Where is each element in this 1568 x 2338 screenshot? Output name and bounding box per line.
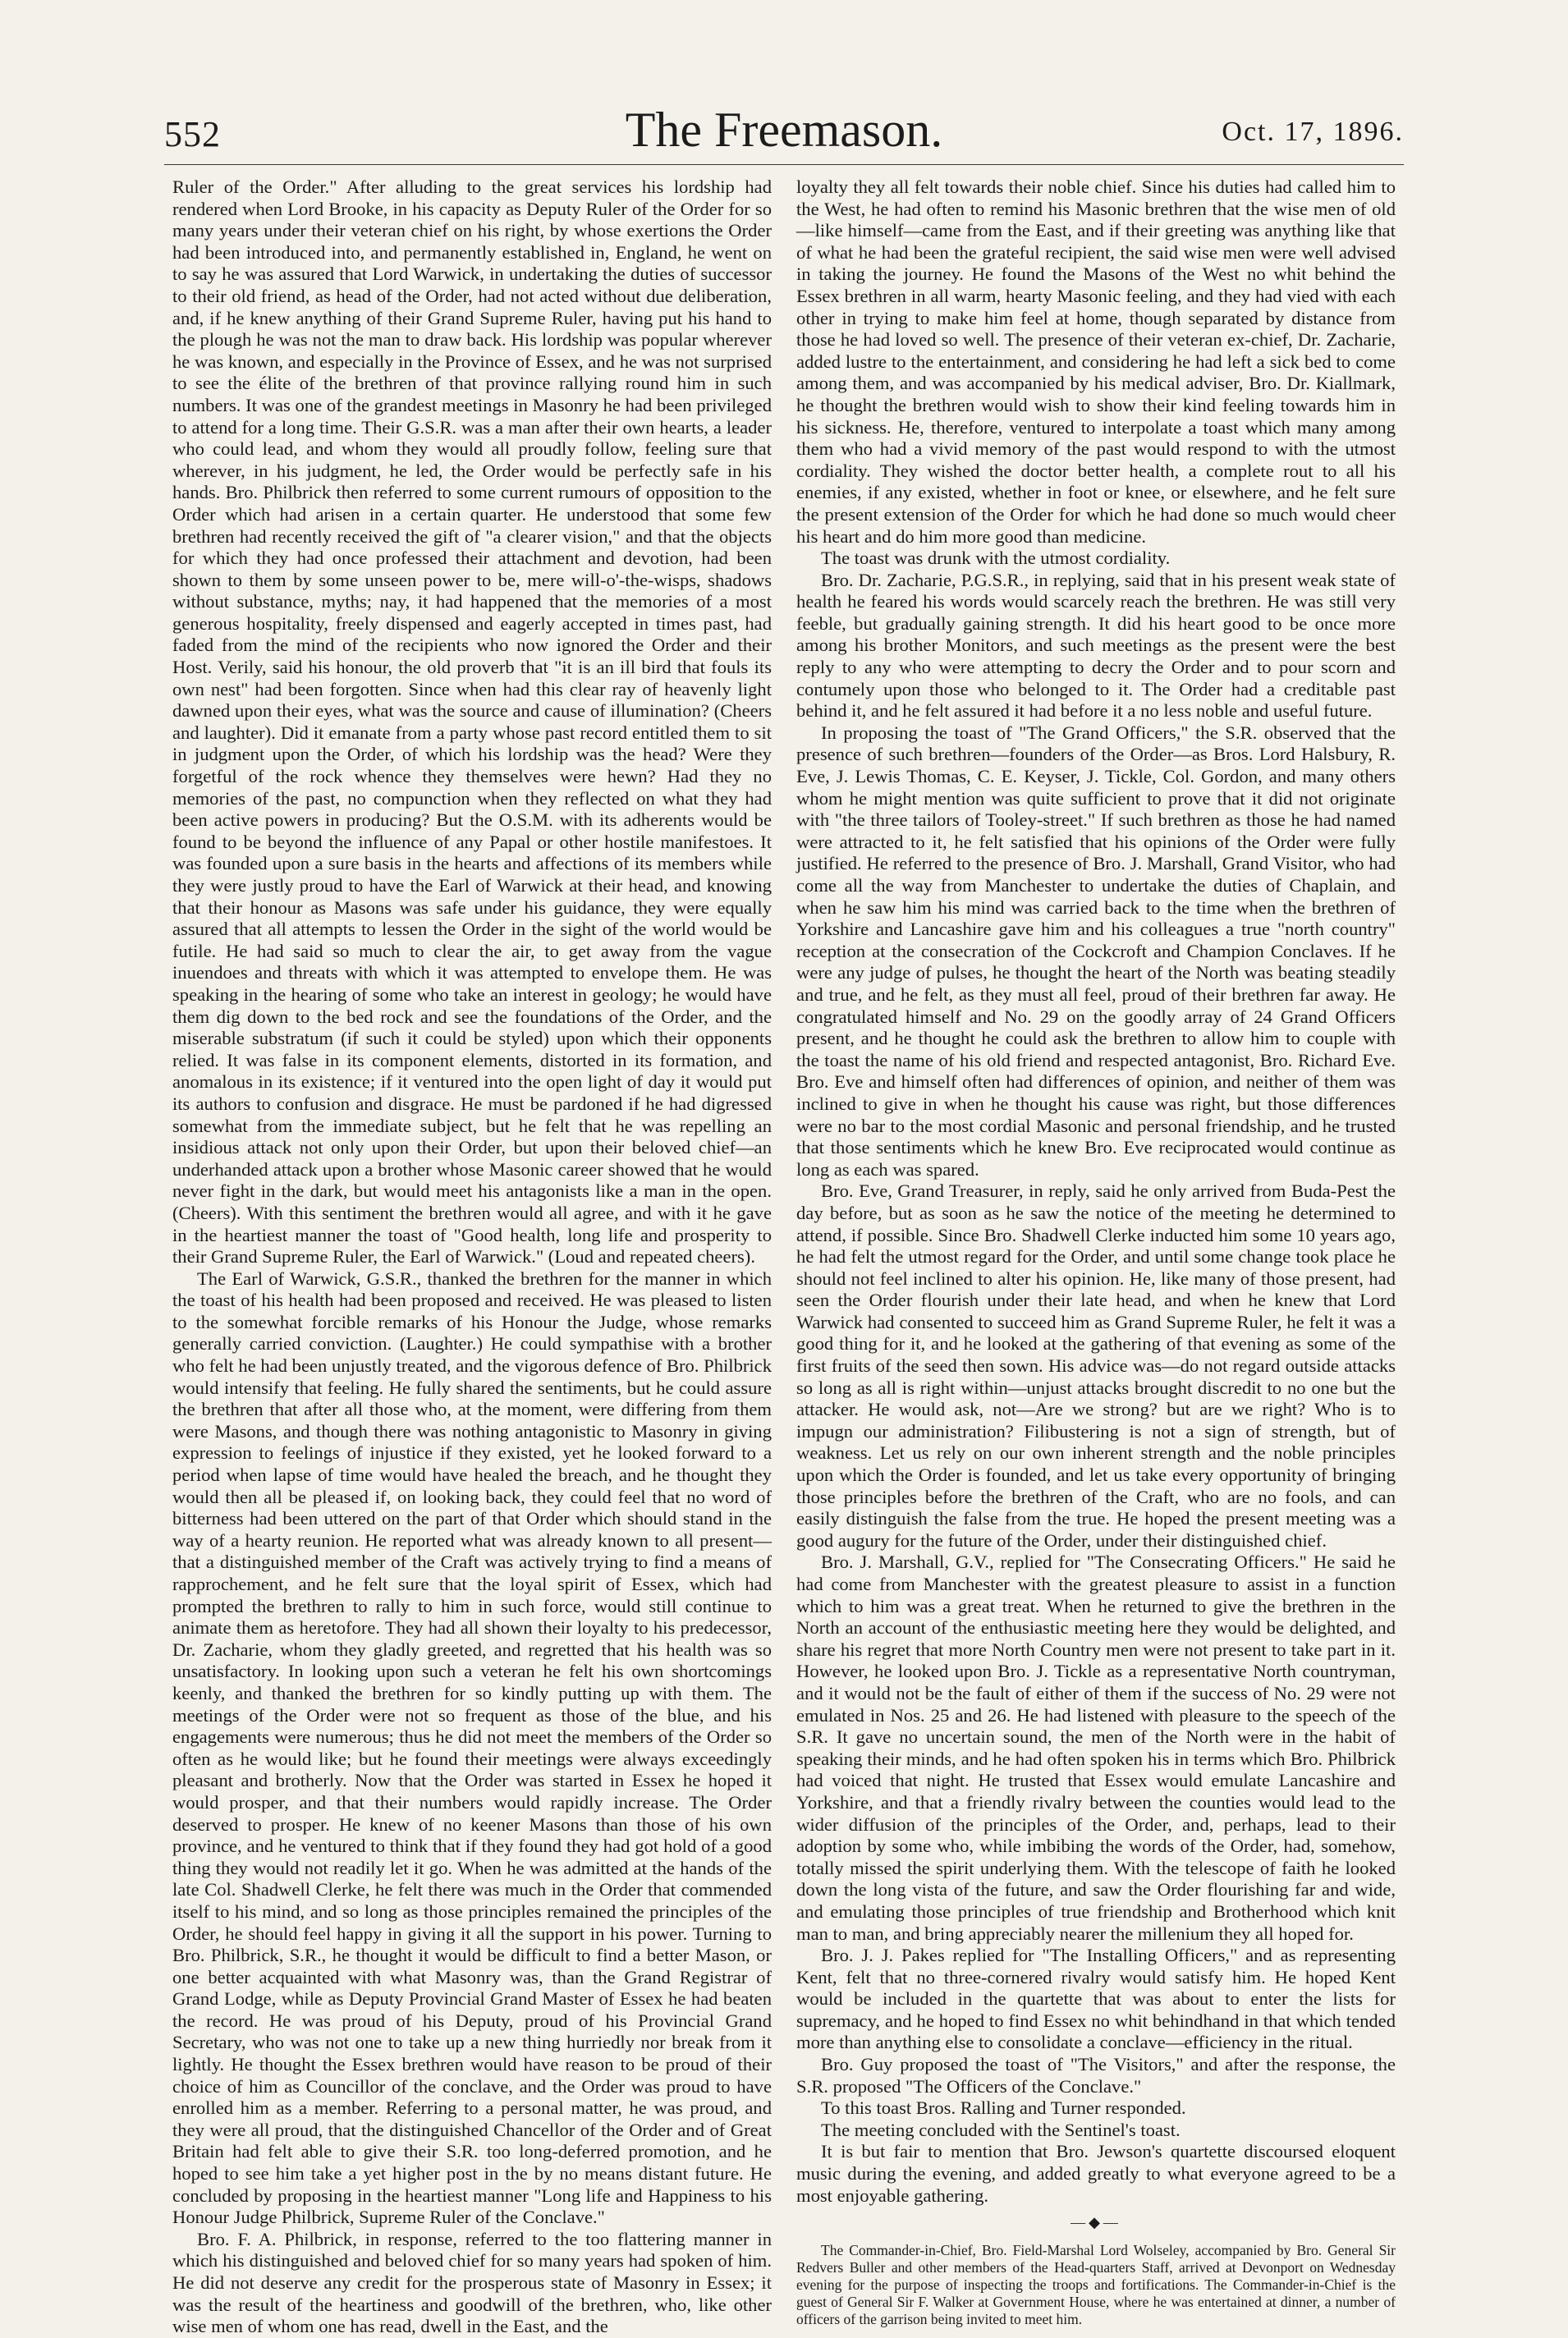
article-paragraph: loyalty they all felt towards their noble chief. Since his duties had called him to the West, he had often to remind his Masonic brethren that the wise men of old—like himself—came from the East, and if their greeting was anything like that of what he had been the grateful recipient, the said wise men were well advised in taking the journey. He found the Masons of the West no whit behind the Essex brethren in all warm, hearty Masonic feeling, and they had vied with each other in trying to make him feel at home, though separated by distance from those he had loved so well. The presence of their veteran ex-chief, Dr. Zacharie, added lustre to the entertainment, and considering he had left a sick bed to come among them, and was accompanied by his medical adviser, Bro. Dr. Kiallmark, he thought the brethren would wish to show their kind feeling towards him in his sickness. He, therefore, ventured to interpolate a toast which many among them who had a vivid memory of the past would respond to with the utmost cordiality. They wished the doctor better health, a complete rout to all his enemies, if any existed, whether in foot or knee, or elsewhere, and he felt sure the present extension of the Order for which he had done so much would cheer his heart and do him more good than medicine. (796, 176, 1396, 547)
article-paragraph: Bro. J. J. Pakes replied for "The Installing Officers," and as representing Kent, felt that no three-cornered rivalry would satisfy him. He hoped Kent would be included in the quartette that was about to enter the lists for supremacy, and he hoped to find Essex no whit behindhand in that which tended more than anything else to consolidate a conclave—efficiency in the ritual. (796, 1945, 1396, 2053)
article-paragraph: The meeting concluded with the Sentinel's toast. (821, 2119, 1181, 2140)
issue-date: Oct. 17, 1896. (1222, 117, 1404, 147)
newspaper-title: The Freemason. (625, 103, 943, 157)
article-paragraph: In proposing the toast of "The Grand Officers," the S.R. observed that the presence of such brethren—founders of the Order—as Bros. Lord Halsbury, R. Eve, J. Lewis Thomas, C. E. Keyser, J. Tickle, Col. Gordon, and many others whom he might mention was quite sufficient to prove that it did not originate with "the three tailors of Tooley-street." If such brethren as those he had named were attracted to it, he felt satisfied that his opinions of the Order were fully justified. He referred to the presence of Bro. J. Marshall, Grand Visitor, who had come all the way from Manchester to undertake the duties of Chaplain, and when he saw him his mind was carried back to the time when the brethren of Yorkshire and Lancashire gave him and his colleagues a true "north country" reception at the consecration of the Cockcroft and Champion Conclaves. If he were any judge of pulses, he thought the heart of the North was beating steadily and true, and he felt, as they must all feel, proud of their brethren far away. He congratulated himself and No. 29 on the goodly array of 24 Grand Officers present, and he thought he could ask the brethren to allow him to couple with the toast the name of his old friend and respected antagonist, Bro. Richard Eve. Bro. Eve and himself often had differences of opinion, and neither of them was inclined to give in when he thought his cause was right, but those differences were no bar to the most cordial Masonic and personal friendship, and he trusted that those sentiments which he knew Bro. Eve reciprocated would continue as long as each was spared. (796, 722, 1396, 1180)
news-note-text: The Commander-in-Chief, Bro. Field-Marshal Lord Wolseley, accompanied by Bro. General Sir Redvers Buller and other members of the Head-quarters Staff, arrived at Devonport on Wednesday evening for the purpose of inspecting the troops and fortifications. The Commander-in-Chief is the guest of General Sir F. Walker at Government House, where he was entertained at dinner, a number of officers of the garrison being invited to meet him. (796, 2241, 1396, 2327)
article-paragraph: It is but fair to mention that Bro. Jewson's quartette discoursed eloquent music during the evening, and added greatly to what everyone agreed to be a most enjoyable gathering. (796, 2141, 1396, 2206)
article-paragraph: To this toast Bros. Ralling and Turner responded. (821, 2097, 1186, 2119)
right-column (796, 176, 1396, 2327)
article-paragraph: Ruler of the Order." After alluding to the great services his lordship had rendered when Lord Brooke, in his capacity as Deputy Ruler of the Order for so many years under their veteran chief on his right, by whose exertions the Order had been introduced into, and permanently established in, England, he went on to say he was assured that Lord Warwick, in undertaking the duties of successor to their old friend, as head of the Order, had not acted without due deliberation, and, if he knew anything of their Grand Supreme Ruler, having put his hand to the plough he was not the man to draw back. His lordship was popular wherever he was known, and especially in the Province of Essex, and he was not surprised to see the élite of the brethren of that province rallying round him in such numbers. It was one of the grandest meetings in Masonry he had been privileged to attend for a long time. Their G.S.R. was a man after their own hearts, a leader who could lead, and whom they would all proudly follow, feeling sure that wherever, in his judgment, he led, the Order would be perfectly safe in his hands. Bro. Philbrick then referred to some current rumours of opposition to the Order which had arisen in a certain quarter. He understood that some few brethren had recently received the gift of "a clearer vision," and that the objects for which they had once professed their attachment and devotion, had been shown to them by some unseen power to be, mere will-o'-the-wisps, shadows without substance, myths; nay, it had happened that the memories of a most generous hospitality, freely dispensed and eagerly accepted in times past, had faded from the mind of the recipients who now ignored the Order and their Host. Verily, said his honour, the old proverb that "it is an ill bird that fouls its own nest" had been forgotten. Since when had this clear ray of heavenly light dawned upon their eyes, what was the source and cause of illumination? (Cheers and laughter). Did it emanate from a party whose past record entitled them to sit in judgment upon the Order, of which his lordship was the head? Were they forgetful of the rock whence they themselves were hewn? Had they no memories of the past, no compunction when they reflected on what they had been active powers in producing? But the O.S.M. with its adherents would be found to be beyond the influence of any Papal or other hostile manifestoes. It was founded upon a sure basis in the hearts and affections of its members while they were justly proud to have the Earl of Warwick at their head, and knowing that their honour as Masons was safe under his guidance, they were equally assured that all attempts to lessen the Order in the sight of the world would be futile. He had said so much to clear the air, to get away from the vague inuendoes and threats with which it was attempted to envelope them. He was speaking in the hearing of some who take an interest in geology; he would have them dig down to the bed rock and see the foundations of the Order, and the miserable substratum (if such it could be styled) upon which their opponents relied. It was false in its component elements, distorted in its formation, and anomalous in its existence; if it ventured into the open light of day it would put its authors to confusion and disgrace. He must be pardoned if he had digressed somewhat from the immediate subject, but he felt that he was repelling an insidious attack not only upon their Order, but upon their beloved chief—an underhanded attack upon a brother whose Masonic career showed that he would never fight in the dark, but would meet his antagonists like a man in the open. (Cheers). With this sentiment the brethren would all agree, and with it he gave in the heartiest manner the toast of "Good health, long life and prosperity to their Grand Supreme Ruler, the Earl of Warwick." (Loud and repeated cheers). (172, 176, 772, 1268)
article-paragraph: Bro. Eve, Grand Treasurer, in reply, said he only arrived from Buda-Pest the day before, but as soon as he saw the notice of the meeting he determined to attend, if possible. Since Bro. Shadwell Clerke inducted him some 10 years ago, he had felt the utmost regard for the Order, and until some change took place he should not feel inclined to alter his opinion. He, like many of those present, had seen the Order flourish under their late head, and when he knew that Lord Warwick had consented to succeed him as Grand Supreme Ruler, he felt it was a good thing for it, and he looked at the gathering of that evening as some of the first fruits of the seed then sown. His advice was—do not regard outside attacks so long as all is right within—unjust attacks brought discredit to no one but the attacker. He would ask, not—Are we strong? but are we right? Who is to impugn our administration? Filibustering is not a sign of strength, but of weakness. Let us rely on our own inherent strength and the noble principles upon which the Order is founded, and let us take every opportunity of bringing those principles before the brethren of the Craft, who are no fools, and can easily distinguish the false from the true. He hoped the present meeting was a good augury for the future of the Order, under their distinguished chief. (796, 1180, 1396, 1551)
article-paragraph: Bro. Guy proposed the toast of "The Visitors," and after the response, the S.R. proposed "The Officers of the Conclave." (796, 2054, 1396, 2097)
news-note (796, 2242, 1396, 2328)
article-paragraph: Bro. Dr. Zacharie, P.G.S.R., in replying, said that in his present weak state of health he feared his words would scarcely reach the brethren. He was still very feeble, but gradually gaining strength. It did his heart good to be once more among his brother Monitors, and such meetings as the present were the best reply to any who were attempting to decry the Order and to pour scorn and contumely upon those who belonged to it. The Order had a creditable past behind it, and he felt assured it had before it a no less noble and useful future. (796, 569, 1396, 722)
left-column (172, 176, 772, 2337)
article-paragraph: Bro. J. Marshall, G.V., replied for "The Consecrating Officers." He said he had come from Manchester with the greatest pleasure to assist in a function which to him was a great treat. When he returned to give the brethren in the North an account of the enthusiastic meeting here they would be delighted, and share his regret that more North Country men were not present to take part in it. However, he looked upon Bro. J. Tickle as a representative North countryman, and it would not be the fault of either of them if the success of No. 29 were not emulated in Nos. 25 and 26. He had listened with pleasure to the speech of the S.R. It gave no uncertain sound, the men of the North were in the habit of speaking their minds, and he had often spoken his in terms which Bro. Philbrick had voiced that night. He trusted that Essex would emulate Lancashire and Yorkshire, and that a friendly rivalry between the counties would lead to the wider diffusion of the principles of the Order, and, perhaps, lead to their adoption by some who, while imbibing the words of the Order, had, somehow, totally missed the spirit underlying them. With the telescope of faith he looked down the long vista of the future, and saw the Order flourishing far and wide, and emulating those principles of true friendship and Brotherhood which knit man to man, and bring appreciably nearer the millenium they all hoped for. (796, 1552, 1396, 1944)
page-number: 552 (164, 114, 221, 154)
masthead (164, 99, 1404, 165)
section-divider: —◆— (1071, 2214, 1121, 2231)
article-paragraph: The toast was drunk with the utmost cordiality. (821, 548, 1171, 569)
article-paragraph: Bro. F. A. Philbrick, in response, referred to the too flattering manner in which his distinguished and beloved chief for so many years had spoken of him. He did not deserve any credit for the prosperous state of Masonry in Essex; it was the result of the heartiness and goodwill of the brethren, who, like other wise men of whom one has read, dwell in the East, and the (172, 2228, 772, 2337)
article-paragraph: The Earl of Warwick, G.S.R., thanked the brethren for the manner in which the toast of his health had been proposed and received. He was pleased to listen to the somewhat forcible remarks of his Honour the Judge, whose remarks generally carried conviction. (Laughter.) He could sympathise with a brother who felt he had been unjustly treated, and the vigorous defence of Bro. Philbrick would intensify that feeling. He fully shared the sentiments, but he could assure the brethren that after all those who, at the moment, were differing from them were Masons, and though there was nothing antagonistic to Masonry in giving expression to feelings of injustice if they existed, yet he looked forward to a period when lapse of time would have healed the breach, and he thought they would then all be pleased if, on looking back, they could feel that no word of bitterness had been uttered on the part of that Order which should stand in the way of a hearty reunion. He reported what was already known to all present—that a distinguished member of the Craft was actively trying to find a means of rapprochement, and he felt sure that the loyal spirit of Essex, which had prompted the brethren to rally to him in such force, would still continue to animate them as heretofore. They had all shown their loyalty to his predecessor, Dr. Zacharie, whom they gladly greeted, and regretted that his health was so unsatisfactory. In looking upon such a veteran he felt his own shortcomings keenly, and thanked the brethren for so kindly putting up with them. The meetings of the Order were not so frequent as those of the blue, and his engagements were numerous; thus he did not meet the members of the Order so often as he would like; but he found their meetings were always exceedingly pleasant and brotherly. Now that the Order was started in Essex he hoped it would prosper, and that their numbers would rapidly increase. The Order deserved to prosper. He knew of no keener Masons than those of his own province, and he ventured to think that if they found they had got hold of a good thing they would not readily let it go. When he was admitted at the hands of the late Col. Shadwell Clerke, he felt there was much in the Order that commended itself to his mind, and so long as those principles remained the principles of the Order, he should feel happy in giving it all the support in his power. Turning to Bro. Philbrick, S.R., he thought it would be difficult to find a better Mason, or one better acquainted with what Masonry was, than the Grand Registrar of Grand Lodge, while as Deputy Provincial Grand Master of Essex he had beaten the record. He was proud of his Deputy, proud of his Provincial Grand Secretary, who was not one to take up a new thing hurriedly nor break from it lightly. He thought the Essex brethren would have reason to be proud of their choice of him as Councillor of the conclave, and the Order was proud to have enrolled him as a member. Referring to a personal matter, he was proud, and they were all proud, that the distinguished Chancellor of the Order and of Great Britain had felt able to give their S.R. too long-deferred promotion, and he hoped to see him take a yet higher post in the by no means distant future. He concluded by proposing in the heartiest manner "Long life and Happiness to his Honour Judge Philbrick, Supreme Ruler of the Conclave." (172, 1268, 772, 2228)
